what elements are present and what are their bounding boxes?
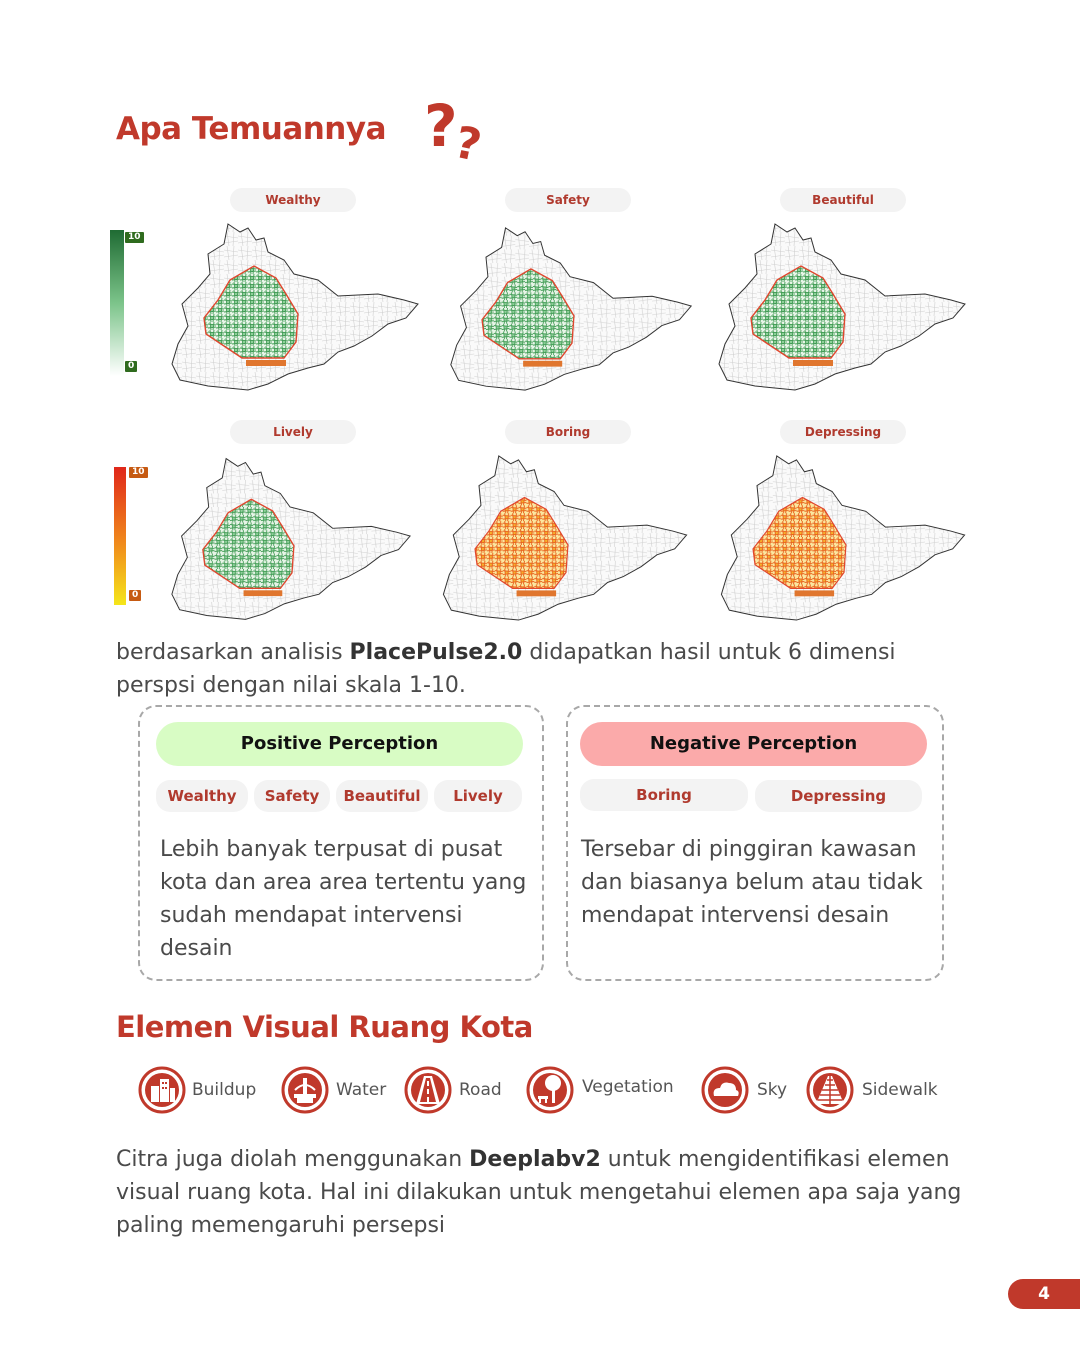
map-lively bbox=[168, 452, 414, 624]
element-label-buildup: Buildup bbox=[192, 1080, 257, 1100]
map-safety bbox=[446, 222, 696, 394]
tag-beautiful: Beautiful bbox=[336, 780, 428, 812]
outro-text: Citra juga diolah menggunakan bbox=[116, 1147, 470, 1172]
element-label-road: Road bbox=[459, 1080, 502, 1100]
intro-paragraph bbox=[116, 636, 966, 702]
map-boring bbox=[438, 450, 692, 624]
fountain-icon bbox=[281, 1066, 329, 1114]
negative-description: Tersebar di pinggiran kawasan dan biasanya belum atau tidak mendapat intervensi desain bbox=[581, 837, 923, 928]
map-label-lively: Lively bbox=[230, 420, 356, 444]
map-wealthy bbox=[168, 218, 422, 394]
outro-bold-text: Deeplabv2 bbox=[469, 1147, 601, 1172]
scale-max-label: 10 bbox=[125, 232, 144, 243]
tag-safety: Safety bbox=[254, 780, 330, 812]
outro-paragraph bbox=[116, 1143, 976, 1242]
tag-boring: Boring bbox=[580, 779, 748, 811]
element-label-water: Water bbox=[336, 1080, 387, 1100]
question-mark-icon: ? bbox=[450, 116, 486, 173]
road-icon bbox=[404, 1066, 452, 1114]
positive-perception-title: Positive Perception bbox=[156, 722, 523, 766]
tag-wealthy: Wealthy bbox=[156, 780, 248, 812]
tag-lively: Lively bbox=[434, 780, 522, 812]
tag-depressing: Depressing bbox=[755, 780, 922, 812]
map-beautiful bbox=[714, 218, 970, 394]
scale-max-label: 10 bbox=[129, 467, 148, 478]
map-depressing bbox=[716, 450, 970, 624]
intro-bold-text: PlacePulse2.0 bbox=[349, 640, 523, 665]
sidewalk-icon bbox=[806, 1066, 854, 1114]
intro-text: didapatkan hasil untuk 6 dimensi perspsi dengan nilai skala 1-10. bbox=[116, 640, 896, 698]
element-label-sidewalk: Sidewalk bbox=[862, 1080, 938, 1100]
outro-text: untuk mengidentifikasi elemen visual ruang kota. Hal ini dilakukan untuk mengetahui elemen apa saja yang paling memengaruhi persepsi bbox=[116, 1147, 962, 1238]
element-label-vegetation: Vegetation bbox=[582, 1077, 674, 1097]
map-label-beautiful: Beautiful bbox=[780, 188, 906, 212]
intro-text: berdasarkan analisis bbox=[116, 640, 350, 665]
page-number: 4 bbox=[1008, 1279, 1080, 1309]
element-label-sky: Sky bbox=[757, 1080, 788, 1100]
map-label-wealthy: Wealthy bbox=[230, 188, 356, 212]
section-title: Elemen Visual Ruang Kota bbox=[116, 1010, 533, 1044]
red-color-scale bbox=[114, 467, 126, 605]
negative-perception-title: Negative Perception bbox=[580, 722, 927, 766]
scale-min-label: 0 bbox=[125, 361, 137, 372]
map-label-depressing: Depressing bbox=[780, 420, 906, 444]
positive-description: Lebih banyak terpusat di pusat kota dan area area tertentu yang sudah mendapat intervensi desain bbox=[160, 837, 527, 961]
tree-icon bbox=[526, 1066, 574, 1114]
green-color-scale bbox=[110, 230, 124, 376]
page-title: Apa Temuannya bbox=[116, 111, 387, 147]
building-icon bbox=[138, 1066, 186, 1114]
map-label-boring: Boring bbox=[505, 420, 631, 444]
map-label-safety: Safety bbox=[505, 188, 631, 212]
scale-min-label: 0 bbox=[129, 590, 141, 601]
cloud-icon bbox=[701, 1066, 749, 1114]
question-mark-icon: ? bbox=[424, 92, 458, 160]
